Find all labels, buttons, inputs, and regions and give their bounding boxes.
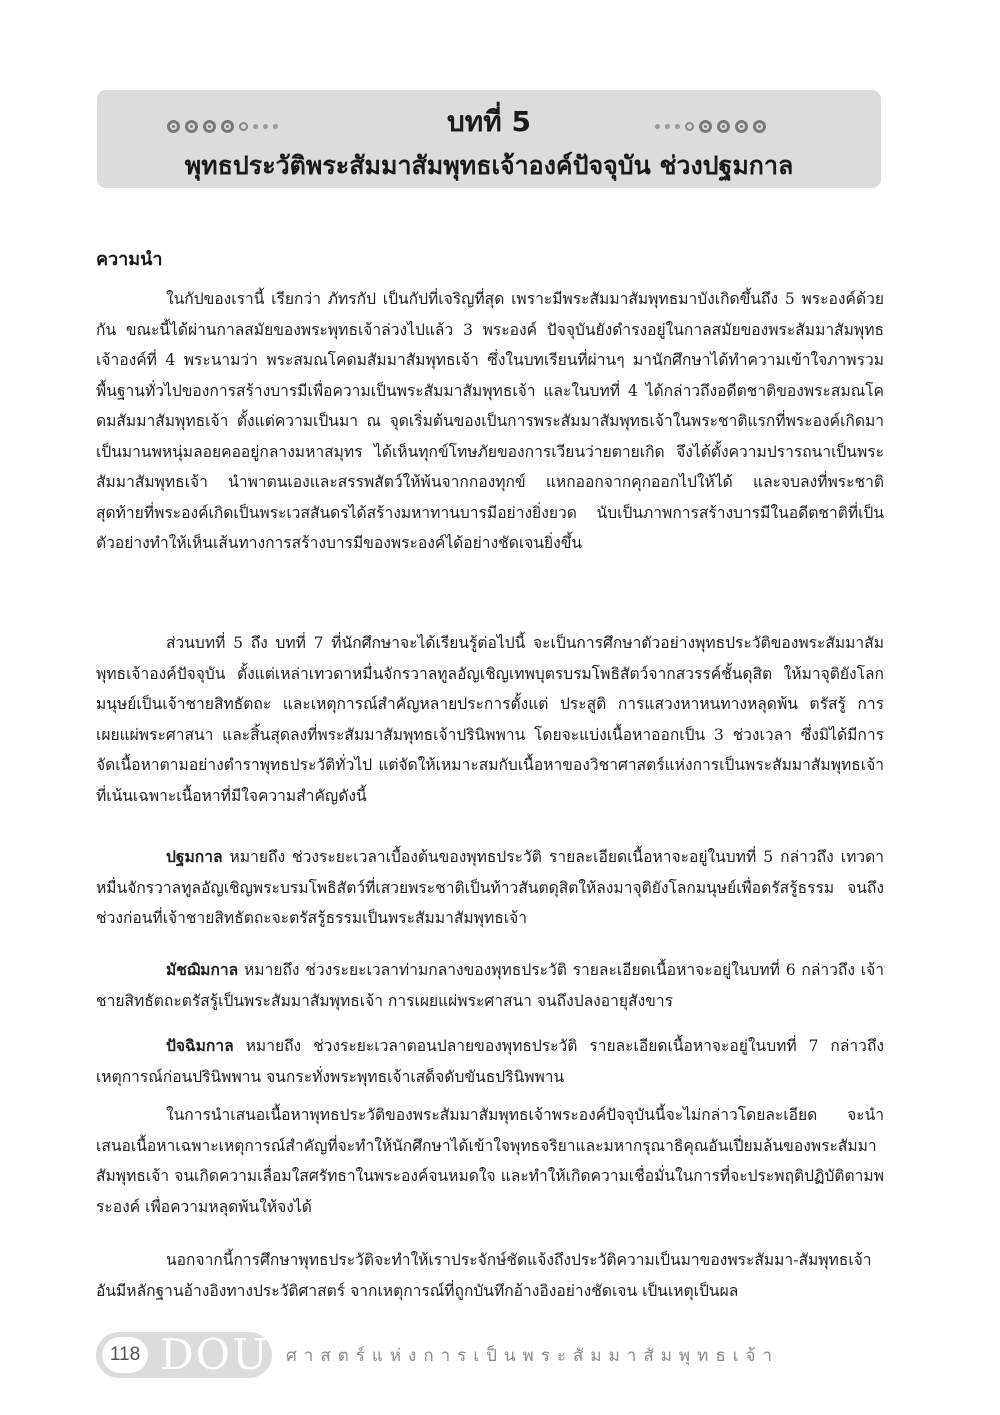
definition-majjhimakala: หมายถึง ช่วงระยะเวลาท่ามกลางของพุทธประวัติ รายละเอียดเนื้อหาจะอยู่ในบทที่ 6 กล่าวถึง เจ้าชายสิทธัตถะตรัสรู้เป็นพระสัมมาสัมพุทธเจ้า การเผยแผ่พระศาสนา จนถึงปลงอายุสังขาร: [96, 961, 884, 1010]
paragraph-chapters-overview: ส่วนบทที่ 5 ถึง บทที่ 7 ที่นักศึกษาจะได้เรียนรู้ต่อไปนี้ จะเป็นการศึกษาตัวอย่างพุทธประวัติของพระสัมมาสัมพุทธเจ้าองค์ปัจจุบัน ตั้งแต่เหล่าเทวดาหมื่นจักรวาลทูลอัญเชิญเทพบุตรบรมโพธิสัตว์จากสวรรค์ชั้นดุสิต ให้มาจุติยังโลกมนุษย์เป็นเจ้าชายสิทธัตถะ และเหตุการณ์สำคัญหลายประการตั้งแต่ ประสูติ การแสวงหาหนทางหลุดพ้น ตรัสรู้ การเผยแผ่พระศาสนา และสิ้นสุดลงที่พระสัมมาสัมพุทธเจ้าปรินิพพาน โดยจะแบ่งเนื้อหาออกเป็น 3 ช่วงเวลา ซึ่งมิได้มีการจัดเนื้อหาตามอย่างตำราพุทธประวัติทั่วไป แต่จัดให้เหมาะสมกับเนื้อหาของวิชาศาสตร์แห่งการเป็นพระสัมมาสัมพุทธเจ้าที่เน้นเฉพาะเนื้อหาที่มีใจความสำคัญดังนี้: [96, 634, 884, 805]
definition-pacchimakala: หมายถึง ช่วงระยะเวลาตอนปลายของพุทธประวัติ รายละเอียดเนื้อหาจะอยู่ในบทที่ 7 กล่าวถึง เหตุการณ์ก่อนปรินิพพาน จนกระทั่งพระพุทธเจ้าเสด็จดับขันธปรินิพพาน: [96, 1037, 884, 1086]
section-heading: ความนำ: [96, 249, 163, 270]
book-title: ศาสตร์แห่งการเป็นพระสัมมาสัมพุทธเจ้า: [286, 1346, 780, 1366]
paragraph-study-benefit: นอกจากนี้การศึกษาพุทธประวัติจะทำให้เราประจักษ์ชัดแจ้งถึงประวัติความเป็นมาของพระสัมมา-สัมพุทธเจ้า อันมีหลักฐานอ้างอิงทางประวัติศาสตร์ จากเหตุการณ์ที่ถูกบันทึกอ้างอิงอย่างชัดเจน เป็นเหตุเป็นผล: [96, 1251, 872, 1300]
term-pathamakala: ปฐมกาล: [166, 848, 223, 866]
term-majjhimakala: มัชฌิมกาล: [166, 961, 239, 979]
chapter-number: บทที่ 5: [447, 105, 531, 138]
chapter-header: [97, 90, 881, 188]
page-number-badge: [96, 1332, 272, 1378]
page-footer: [96, 1328, 886, 1382]
paragraph-majjhimakala: [96, 955, 884, 1016]
paragraph-pacchimakala: [96, 1031, 884, 1092]
paragraph-pathamakala: [96, 842, 884, 934]
definition-pathamakala: หมายถึง ช่วงระยะเวลาเบื้องต้นของพุทธประวัติ รายละเอียดเนื้อหาจะอยู่ในบทที่ 5 กล่าวถึง เทวดาหมื่นจักรวาลทูลอัญเชิญพระบรมโพธิสัตว์ที่เสวยพระชาติเป็นท้าวสันตดุสิตให้ลงมาจุติยังโลกมนุษย์เพื่อตรัสรู้ธรรม จนถึงช่วงก่อนที่เจ้าชายสิทธัตถะจะตรัสรู้ธรรมเป็นพระสัมมาสัมพุทธเจ้า: [96, 848, 884, 927]
chapter-title: พุทธประวัติพระสัมมาสัมพุทธเจ้าองค์ปัจจุบัน ช่วงปฐมกาล: [184, 151, 794, 180]
dou-logo: DOU: [160, 1330, 270, 1379]
paragraph-intro: ในกัปของเรานี้ เรียกว่า ภัทรกัป เป็นกัปที่เจริญที่สุด เพราะมีพระสัมมาสัมพุทธมาบังเกิดขึ้นถึง 5 พระองค์ด้วยกัน ขณะนี้ได้ผ่านกาลสมัยของพระพุทธเจ้าล่วงไปแล้ว 3 พระองค์ ปัจจุบันยังดำรงอยู่ในกาลสมัยของพระสัมมาสัมพุทธเจ้าองค์ที่ 4 พระนามว่า พระสมณโคดมสัมมาสัมพุทธเจ้า ซึ่งในบทเรียนที่ผ่านๆ มานักศึกษาได้ทำความเข้าใจภาพรวมพื้นฐานทั่วไปของการสร้างบารมีเพื่อความเป็นพระสัมมาสัมพุทธเจ้า และในบทที่ 4 ได้กล่าวถึงอดีตชาติของพระสมณโคดมสัมมาสัมพุทธเจ้า ตั้งแต่ความเป็นมา ณ จุดเริ่มต้นของเป็นการพระสัมมาสัมพุทธเจ้าในพระชาติแรกที่พระองค์เกิดมาเป็นมานพหนุ่มลอยคออยู่กลางมหาสมุทร ได้เห็นทุกข์โทษภัยของการเวียนว่ายตายเกิด จึงได้ตั้งความปรารถนาเป็นพระสัมมาสัมพุทธเจ้า นำพาตนเองและสรรพสัตว์ให้พ้นจากกองทุกข์ แหกออกจากคุกออกไปให้ได้ และจบลงที่พระชาติสุดท้ายที่พระองค์เกิดเป็นพระเวสสันดรได้สร้างมหาทานบารมีอย่างยิ่งยวด นับเป็นภาพการสร้างบารมีในอดีตชาติที่เป็นตัวอย่างทำให้เห็นเส้นทางการสร้างบารมีของพระองค์ได้อย่างชัดเจนยิ่งขึ้น: [96, 290, 884, 552]
paragraph-presentation: ในการนำเสนอเนื้อหาพุทธประวัติของพระสัมมาสัมพุทธเจ้าพระองค์ปัจจุบันนี้จะไม่กล่าวโดยละเอียด จะนำเสนอเนื้อหาเฉพาะเหตุการณ์สำคัญที่จะทำให้นักศึกษาได้เข้าใจพุทธจริยาและมหากรุณาธิคุณอันเปี่ยมล้นของพระสัมมาสัมพุทธเจ้า จนเกิดความเลื่อมใสศรัทธาในพระองค์จนหมดใจ และทำให้เกิดความเชื่อมั่นในการที่จะประพฤติปฏิบัติตามพระองค์ เพื่อความหลุดพ้นให้จงได้: [96, 1106, 884, 1216]
page-number: 118: [102, 1337, 148, 1373]
term-pacchimakala: ปัจฉิมกาล: [166, 1037, 234, 1055]
